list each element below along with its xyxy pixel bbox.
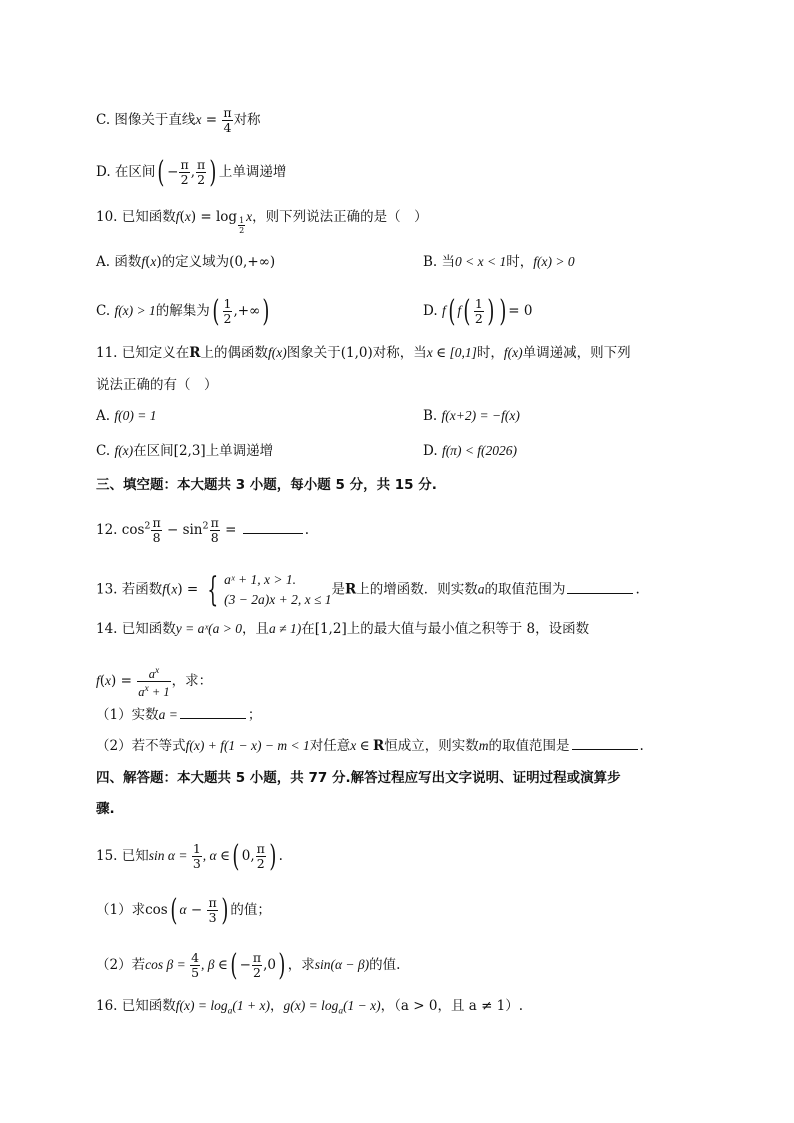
q11-stem-line1: 11. 已知定义在R上的偶函数f(x)图象关于(1,0)对称，当x ∈ [0,1]时，f(x)单调递减，则下列 [96, 345, 631, 361]
q10-option-d: D. f( f( $\frac{1}{2}$ ) ) = 0 [423, 293, 533, 329]
answer-blank [180, 704, 246, 719]
q16-stem: 16. 已知函数$f(x) = \log_a(1 + x)$，$g(x) = \log_a(1 - x)$，（a > 0，且 a ≠ 1）. [96, 998, 524, 1017]
q10-option-a: A. 函数f(x)的定义域为(0,+∞) [96, 254, 276, 270]
q14-sub2: （2）若不等式f(x) + f(1 − x) − m < 1对任意x ∈ R恒成立，则实数m的取值范围是 . [96, 735, 644, 756]
q14-line2: f(x) = $\frac{a^x}{a^x + 1}$ ，求： [96, 666, 213, 700]
section-4-heading: 四、解答题：本大题共 5 小题，共 77 分.解答过程应写出文字说明、证明过程或演算步 [96, 770, 621, 786]
answer-blank [567, 579, 633, 594]
fraction: $\frac{\pi}{4}$ [223, 105, 232, 135]
q10-stem: 10. 已知函数f(x) = log $_{\frac{1}{2}}$ x，则下列说法正确的是（ ） [96, 209, 428, 235]
q11-option-d: D. f(π) < f(2026) [423, 443, 518, 459]
answer-blank [572, 735, 638, 750]
section-4-heading-cont: 骤. [96, 801, 115, 817]
q9-option-c: C. 图像关于直线x = $\frac{\pi}{4}$ 对称 [96, 105, 261, 135]
q13: 13. 若函数f(x) = { aˣ + 1, x > 1. (3 − 2a)x + 2, x ≤ 1 是R上的增函数．则实数a的取值范围为 . [96, 570, 640, 610]
q15-sub1: （1）求cos( α − $\frac{\pi}{3}$ ) 的值； [96, 892, 271, 928]
q10-option-b: B. 当0 < x < 1时，f(x) > 0 [423, 254, 575, 270]
answer-blank [243, 519, 303, 534]
q11-option-c: C. f(x)在区间[2,3]上单调递增 [96, 443, 274, 459]
q11-stem-line2: 说法正确的有（ ） [96, 377, 218, 393]
q11-option-a: A. f(0) = 1 [96, 408, 157, 424]
q11-option-b: B. f(x+2) = −f(x) [423, 408, 520, 424]
q15-stem: 15. 已知sin α = $\frac{1}{3}$ , α ∈( 0, $\frac{\pi}{2}$ ) . [96, 838, 283, 874]
q9-option-d: D. 在区间( − $\frac{\pi}{2}$ , $\frac{\pi}{2}$ ) 上单调递增 [96, 154, 287, 190]
q14-line1: 14. 已知函数y = aˣ(a > 0，且a ≠ 1)在[1,2]上的最大值与最小值之积等于 8，设函数 [96, 621, 590, 637]
q12: 12. $\cos^2$ $\frac{\pi}{8}$ − $\sin^2$ $\frac{\pi}{8}$ = . [96, 515, 309, 545]
q10-option-c: C. f(x) > 1的解集为( $\frac{1}{2}$ ,+∞) [96, 293, 270, 329]
q15-sub2: （2）若cos β = $\frac{4}{5}$ , β ∈( − $\frac{\pi}{2}$ ,0) ，求sin(α − β)的值. [96, 947, 401, 983]
q14-sub1: （1）实数a = ； [96, 704, 261, 725]
section-3-heading: 三、填空题：本大题共 3 小题，每小题 5 分，共 15 分. [96, 477, 437, 493]
